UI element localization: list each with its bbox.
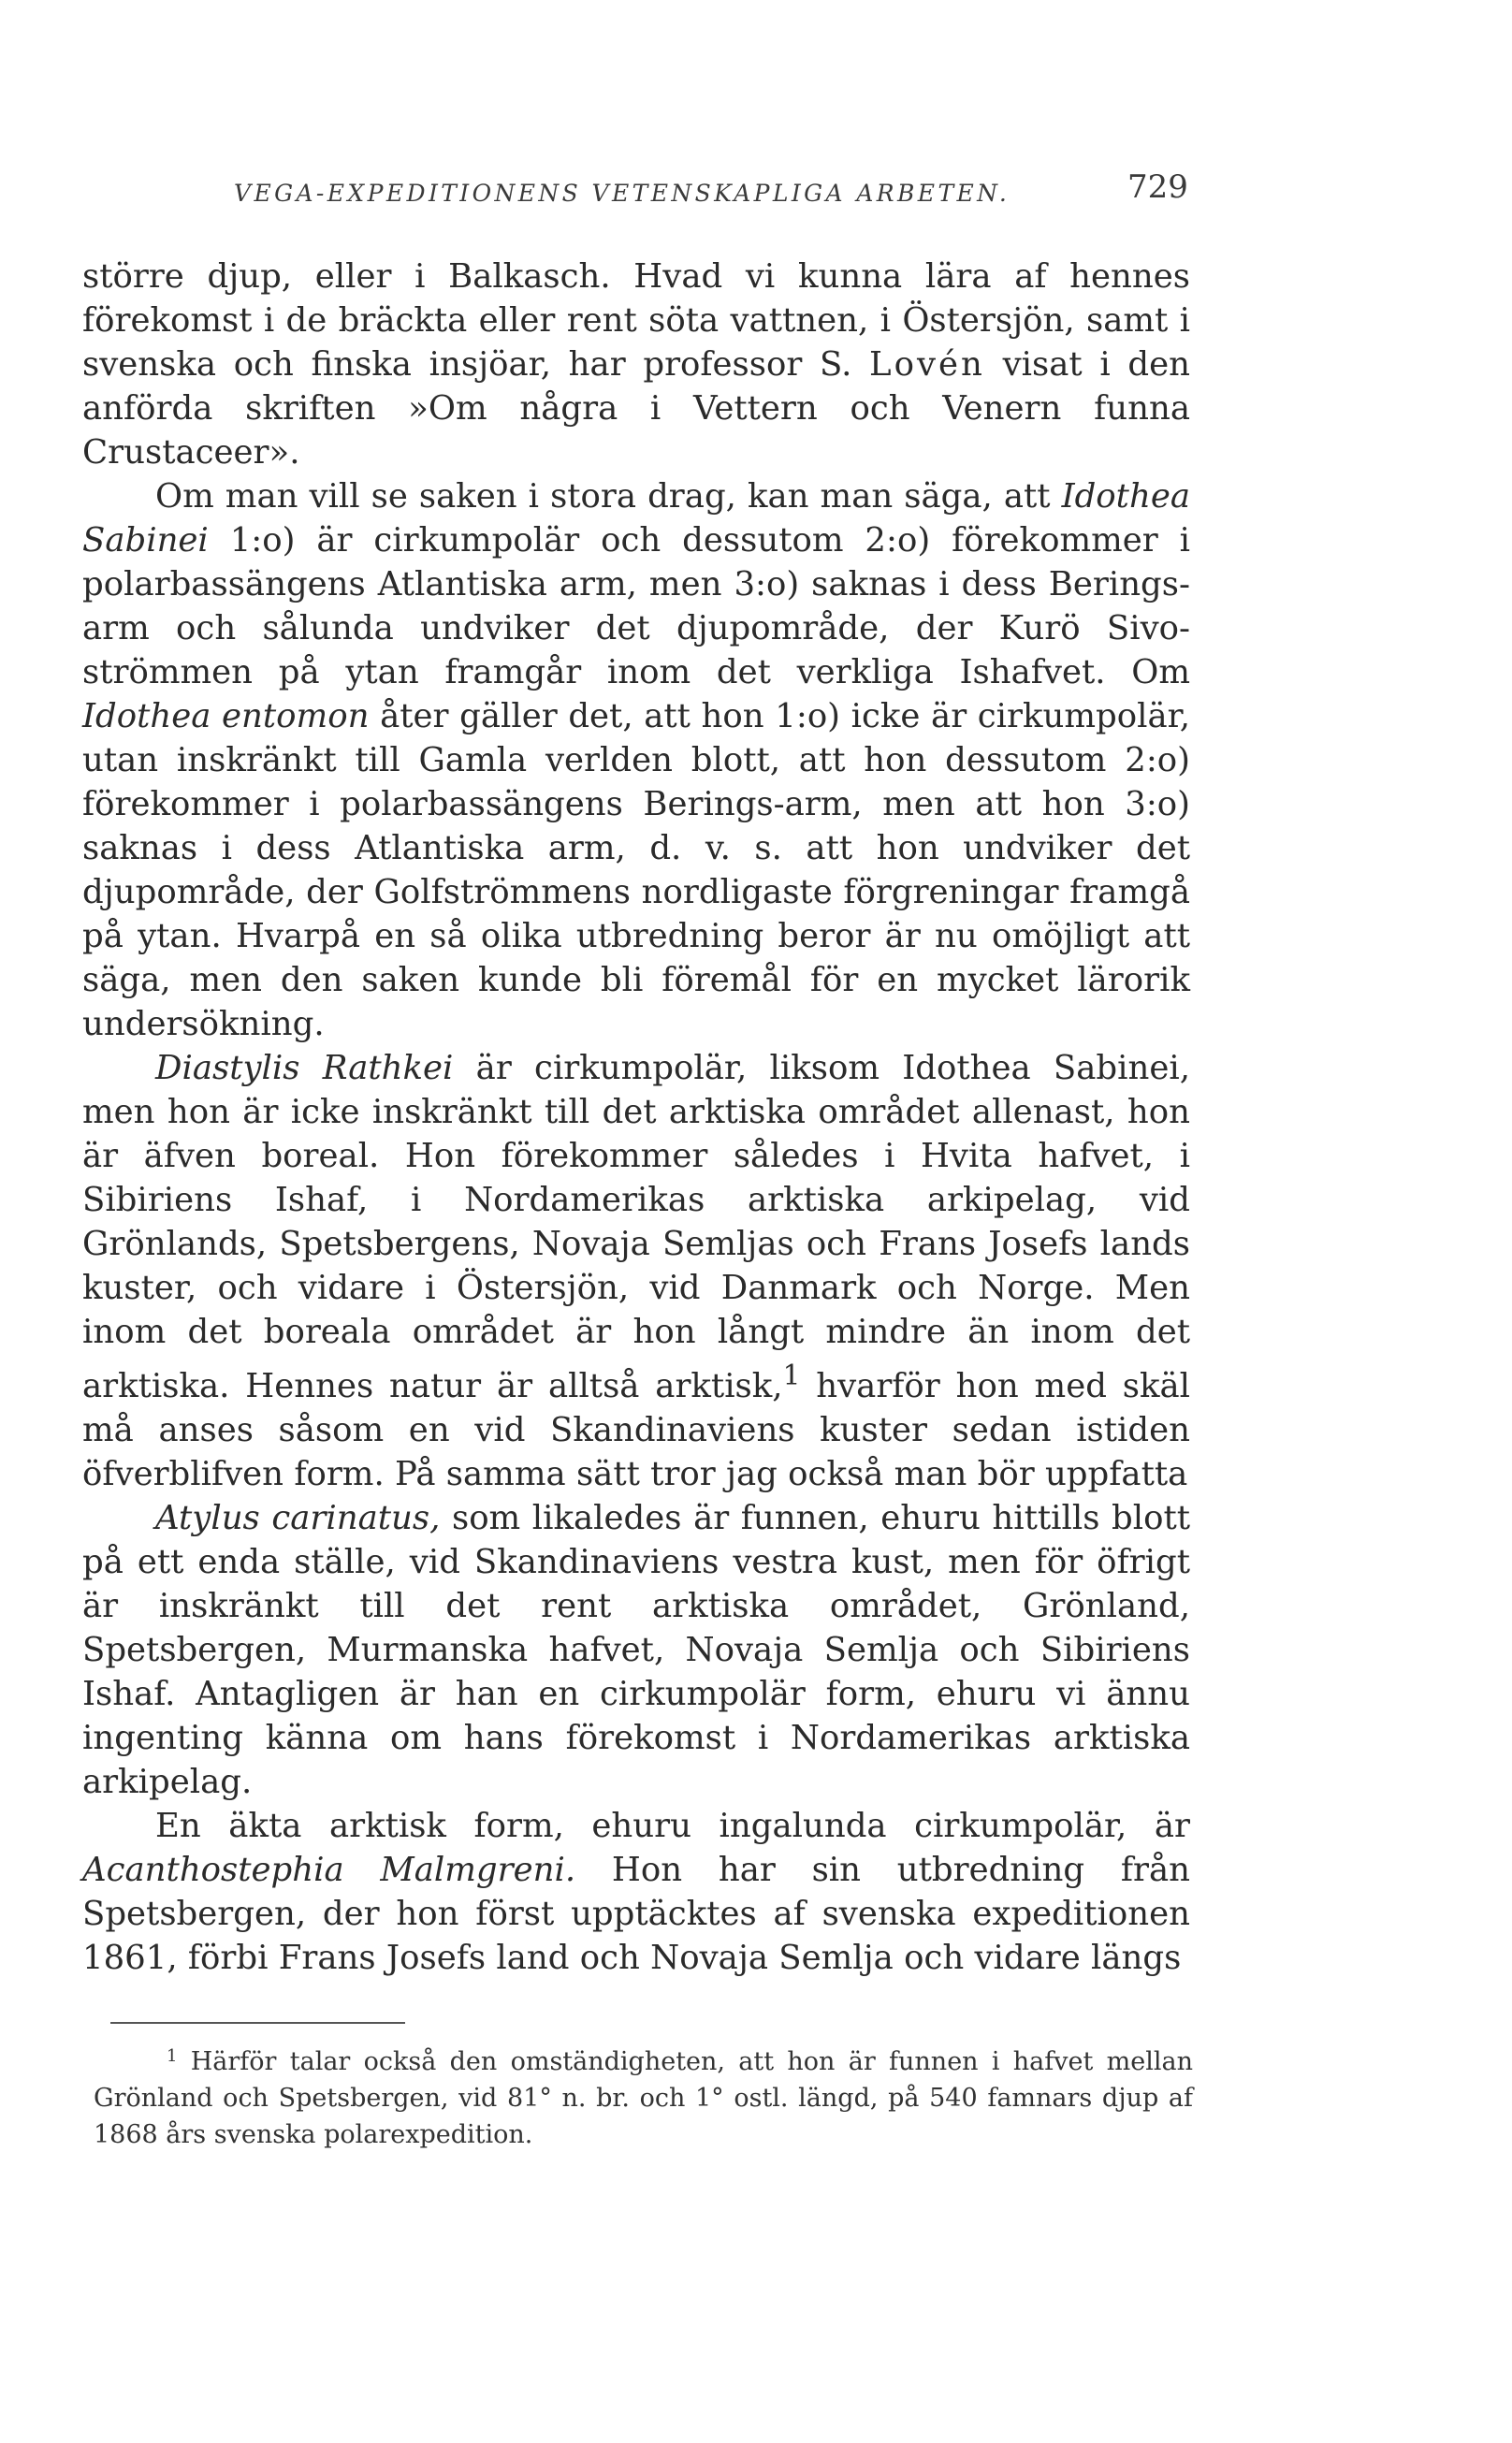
p5-text-1: En äkta arktisk form, ehuru ingalunda cirkumpolär, är	[155, 1806, 1190, 1845]
footnote-reference[interactable]: 1	[782, 1360, 801, 1391]
footnote-divider	[110, 2022, 405, 2024]
p4-text-1: som likaledes är funnen, ehuru hittills blott på ett enda ställe, vid Skandinaviens vestra kust, men för öfrigt är inskränkt till det rent arktiska området, Grönland, Spetsbergen, Murmanska hafvet, Novaja Semlja och Sibiriens Ishaf. Antagligen är han en cirkumpolär form, ehuru vi ännu ingenting känna om hans förekomst i Nordamerikas arktiska arkipelag.	[82, 1498, 1190, 1801]
p2-text-3: åter gäller det, att hon 1:o) icke är cirkumpolär, utan inskränkt till Gamla verlden blott, att hon dessutom 2:o) förekommer i polarbassängens Berings-arm, men att hon 3:o) saknas i dess Atlantiska arm, d. v. s. att hon undviker det djupområde, der Golfströmmens nordligaste förgreningar framgå på ytan. Hvarpå en så olika utbredning beror är nu omöjligt att säga, men den saken kunde bli föremål för en mycket lärorik undersökning.	[82, 697, 1191, 1043]
paragraph-4	[82, 1496, 1190, 1804]
footnote-mark: 1	[167, 2046, 178, 2066]
running-header: VEGA-EXPEDITIONENS VETENSKAPLIGA ARBETEN.	[234, 180, 1010, 207]
paragraph-3	[82, 1046, 1190, 1496]
page-number: 729	[1127, 168, 1188, 206]
footnote	[94, 2038, 1193, 2153]
paragraph-5	[82, 1804, 1190, 1980]
species-diastylis-rathkei: Diastylis Rathkei	[155, 1049, 454, 1087]
p1-text-2: visat i den anförda skriften »Om några i Vettern och Venern funna Crustaceer».	[82, 345, 1190, 472]
species-idothea-entomon: Idothea entomon	[82, 697, 370, 735]
p2-text-2: 1:o) är cirkumpolär och dessutom 2:o) förekommer i polarbassängens Atlantiska arm, men 3:o) saknas i dess Berings-arm och sålunda undviker det djupområde, der Kurö Sivo-strömmen på ytan framgår inom det verkliga Ishafvet. Om	[82, 521, 1190, 691]
paragraph-2	[82, 474, 1190, 1046]
footnote-body: Härför talar också den omständigheten, att hon är funnen i hafvet mellan Grönland och Spetsbergen, vid 81° n. br. och 1° ostl. längd, på 540 famnars djup af 1868 års svenska polarexpedition.	[94, 2047, 1193, 2149]
p1-text-1: större djup, eller i Balkasch. Hvad vi kunna lära af hennes förekomst i de bräckta eller rent söta vattnen, i Östersjön, samt i svenska och finska insjöar, har professor S.	[82, 257, 1190, 384]
p3-text-2: hvarför hon med skäl må anses såsom en vid Skandinaviens kuster sedan istiden öfverblifven form. På samma sätt tror jag också man bör uppfatta	[82, 1366, 1190, 1493]
footnote-text	[94, 2038, 1193, 2153]
author-name-loven: Lovén	[869, 345, 985, 384]
species-idothea-sabinei: Idothea Sabinei	[82, 477, 1190, 560]
paragraph-1	[82, 254, 1190, 474]
p2-text-1: Om man vill se saken i stora drag, kan man säga, att	[155, 477, 1062, 516]
p5-text-2: Hon har sin utbredning från Spetsbergen, der hon först upptäcktes af svenska expeditionen 1861, förbi Frans Josefs land och Novaja Semlja och vidare längs	[82, 1850, 1190, 1977]
species-atylus-carinatus: Atylus carinatus,	[155, 1498, 441, 1537]
p3-text-1: är cirkumpolär, liksom Idothea Sabinei, men hon är icke inskränkt till det arktiska området allenast, hon är äfven boreal. Hon förekommer således i Hvita hafvet, i Sibiriens Ishaf, i Nordamerikas arktiska arkipelag, vid Grönlands, Spetsbergens, Novaja Semljas och Frans Josefs lands kuster, och vidare i Östersjön, vid Danmark och Norge. Men inom det boreala området är hon långt mindre än inom det arktiska. Hennes natur är alltså arktisk,	[82, 1049, 1190, 1405]
body-text	[82, 254, 1190, 1980]
species-acanthostephia-malmgreni: Acanthostephia Malmgreni.	[82, 1850, 576, 1889]
